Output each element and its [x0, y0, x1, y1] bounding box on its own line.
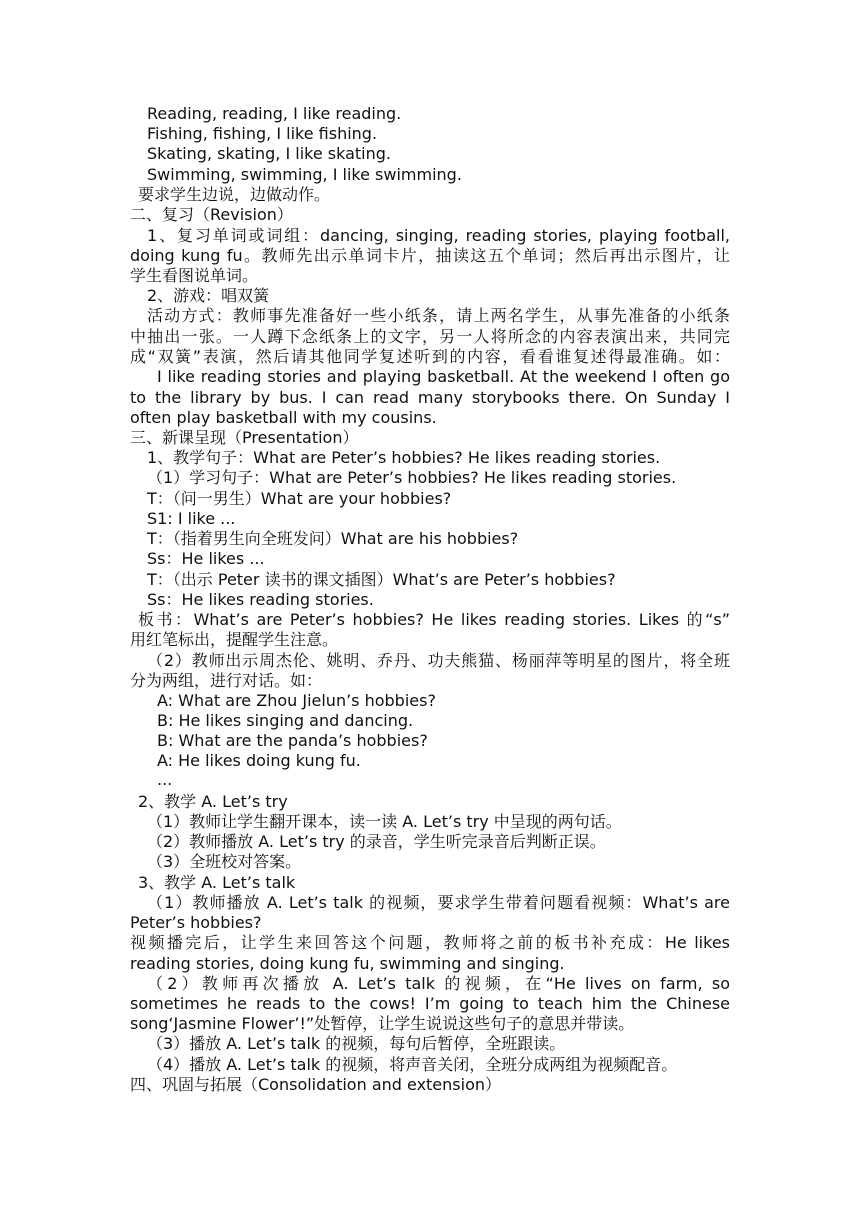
paragraph-line: 1、复习单词或词组：dancing, singing, reading stories, playing football, — [147, 226, 730, 245]
example-line: to the library by bus. I can read many storybooks there. On Sunday I — [130, 388, 730, 407]
paragraph-line: sometimes he reads to the cows! I’m going to teach him the Chinese — [130, 994, 730, 1013]
dialogue-line: T：（指着男生向全班发问）What are his hobbies? — [147, 529, 519, 548]
dialogue-line: A: He likes doing kung fu. — [157, 751, 361, 770]
example-line: often play basketball with my cousins. — [130, 408, 437, 427]
chant-line-4: Swimming, swimming, I like swimming. — [147, 165, 462, 184]
paragraph-line: 活动方式：教师事先准备好一些小纸条，请上两名学生，从事先准备的小纸条 — [147, 306, 730, 325]
dialogue-line: B: He likes singing and dancing. — [157, 711, 414, 730]
paragraph-line: （2）教师出示周杰伦、姚明、乔丹、功夫熊猫、杨丽萍等明星的图片，将全班 — [147, 651, 730, 670]
paragraph-line: 成“双簧”表演，然后请其他同学复述听到的内容，看看谁复述得最准确。如： — [130, 347, 730, 366]
section-heading-revision: 二、复习（Revision） — [130, 205, 293, 224]
blackboard-line: 板书：What’s are Peter’s hobbies? He likes reading stories. Likes 的“s” — [138, 610, 730, 629]
paragraph-line: 视频播完后，让学生来回答这个问题，教师将之前的板书补充成：He likes — [130, 933, 730, 952]
paragraph-line: （1）教师播放 A. Let’s talk 的视频，要求学生带着问题看视频：What’s are — [147, 893, 730, 912]
paragraph-line: （1）学习句子：What are Peter’s hobbies? He likes reading stories. — [147, 468, 677, 487]
chant-line-1: Reading, reading, I like reading. — [147, 104, 402, 123]
paragraph-line: 学生看图说单词。 — [130, 266, 259, 285]
paragraph-line: （2）教师再次播放 A. Let’s talk 的视频，在“He lives on farm, so — [147, 974, 730, 993]
paragraph-line: 1、教学句子：What are Peter’s hobbies? He likes reading stories. — [147, 448, 661, 467]
subheading-lets-talk: 3、教学 A. Let’s talk — [138, 873, 296, 892]
dialogue-line: Ss：He likes reading stories. — [147, 590, 374, 609]
paragraph-line: （2）教师播放 A. Let’s try 的录音，学生听完录音后判断正误。 — [147, 832, 606, 851]
chant-line-2: Fishing, fishing, I like fishing. — [147, 124, 378, 143]
section-heading-consolidation: 四、巩固与拓展（Consolidation and extension） — [130, 1075, 502, 1094]
dialogue-line: S1: I like ... — [147, 509, 236, 528]
paragraph-line: song‘Jasmine Flower’!”处暂停，让学生说说这些句子的意思并带读。 — [130, 1014, 635, 1033]
dialogue-line: B: What are the panda’s hobbies? — [157, 731, 428, 750]
paragraph-line: reading stories, doing kung fu, swimming and singing. — [130, 954, 565, 973]
dialogue-line: A: What are Zhou Jielun’s hobbies? — [157, 691, 436, 710]
paragraph-line: （1）教师让学生翻开课本，读一读 A. Let’s try 中呈现的两句话。 — [147, 812, 622, 831]
paragraph-line: （3）全班校对答案。 — [147, 852, 302, 871]
dialogue-line: T：（出示 Peter 读书的课文插图）What’s are Peter’s hobbies? — [147, 570, 616, 589]
instruction-line: 要求学生边说，边做动作。 — [138, 185, 331, 204]
paragraph-line: 中抽出一张。一人蹲下念纸条上的文字，另一人将所念的内容表演出来，共同完 — [130, 327, 730, 346]
subheading-lets-try: 2、教学 A. Let’s try — [138, 792, 288, 811]
paragraph-line: （3）播放 A. Let’s talk 的视频，每句后暂停，全班跟读。 — [147, 1034, 566, 1053]
paragraph-line: doing kung fu。教师先出示单词卡片，抽读这五个单词；然后再出示图片，让 — [130, 246, 730, 265]
paragraph-line: Peter’s hobbies? — [130, 913, 262, 932]
example-line: I like reading stories and playing basketball. At the weekend I often go — [157, 367, 730, 386]
section-heading-presentation: 三、新课呈现（Presentation） — [130, 428, 359, 447]
ellipsis-line: ... — [157, 770, 173, 789]
paragraph-line: （4）播放 A. Let’s talk 的视频，将声音关闭，全班分成两组为视频配音。 — [147, 1055, 678, 1074]
subheading-game: 2、游戏：唱双簧 — [147, 286, 270, 305]
dialogue-line: T：（问一男生）What are your hobbies? — [147, 489, 452, 508]
paragraph-line: 分为两组，进行对话。如： — [130, 671, 323, 690]
chant-line-3: Skating, skating, I like skating. — [147, 144, 391, 163]
dialogue-line: Ss：He likes ... — [147, 549, 265, 568]
paragraph-line: 用红笔标出，提醒学生注意。 — [130, 630, 339, 649]
